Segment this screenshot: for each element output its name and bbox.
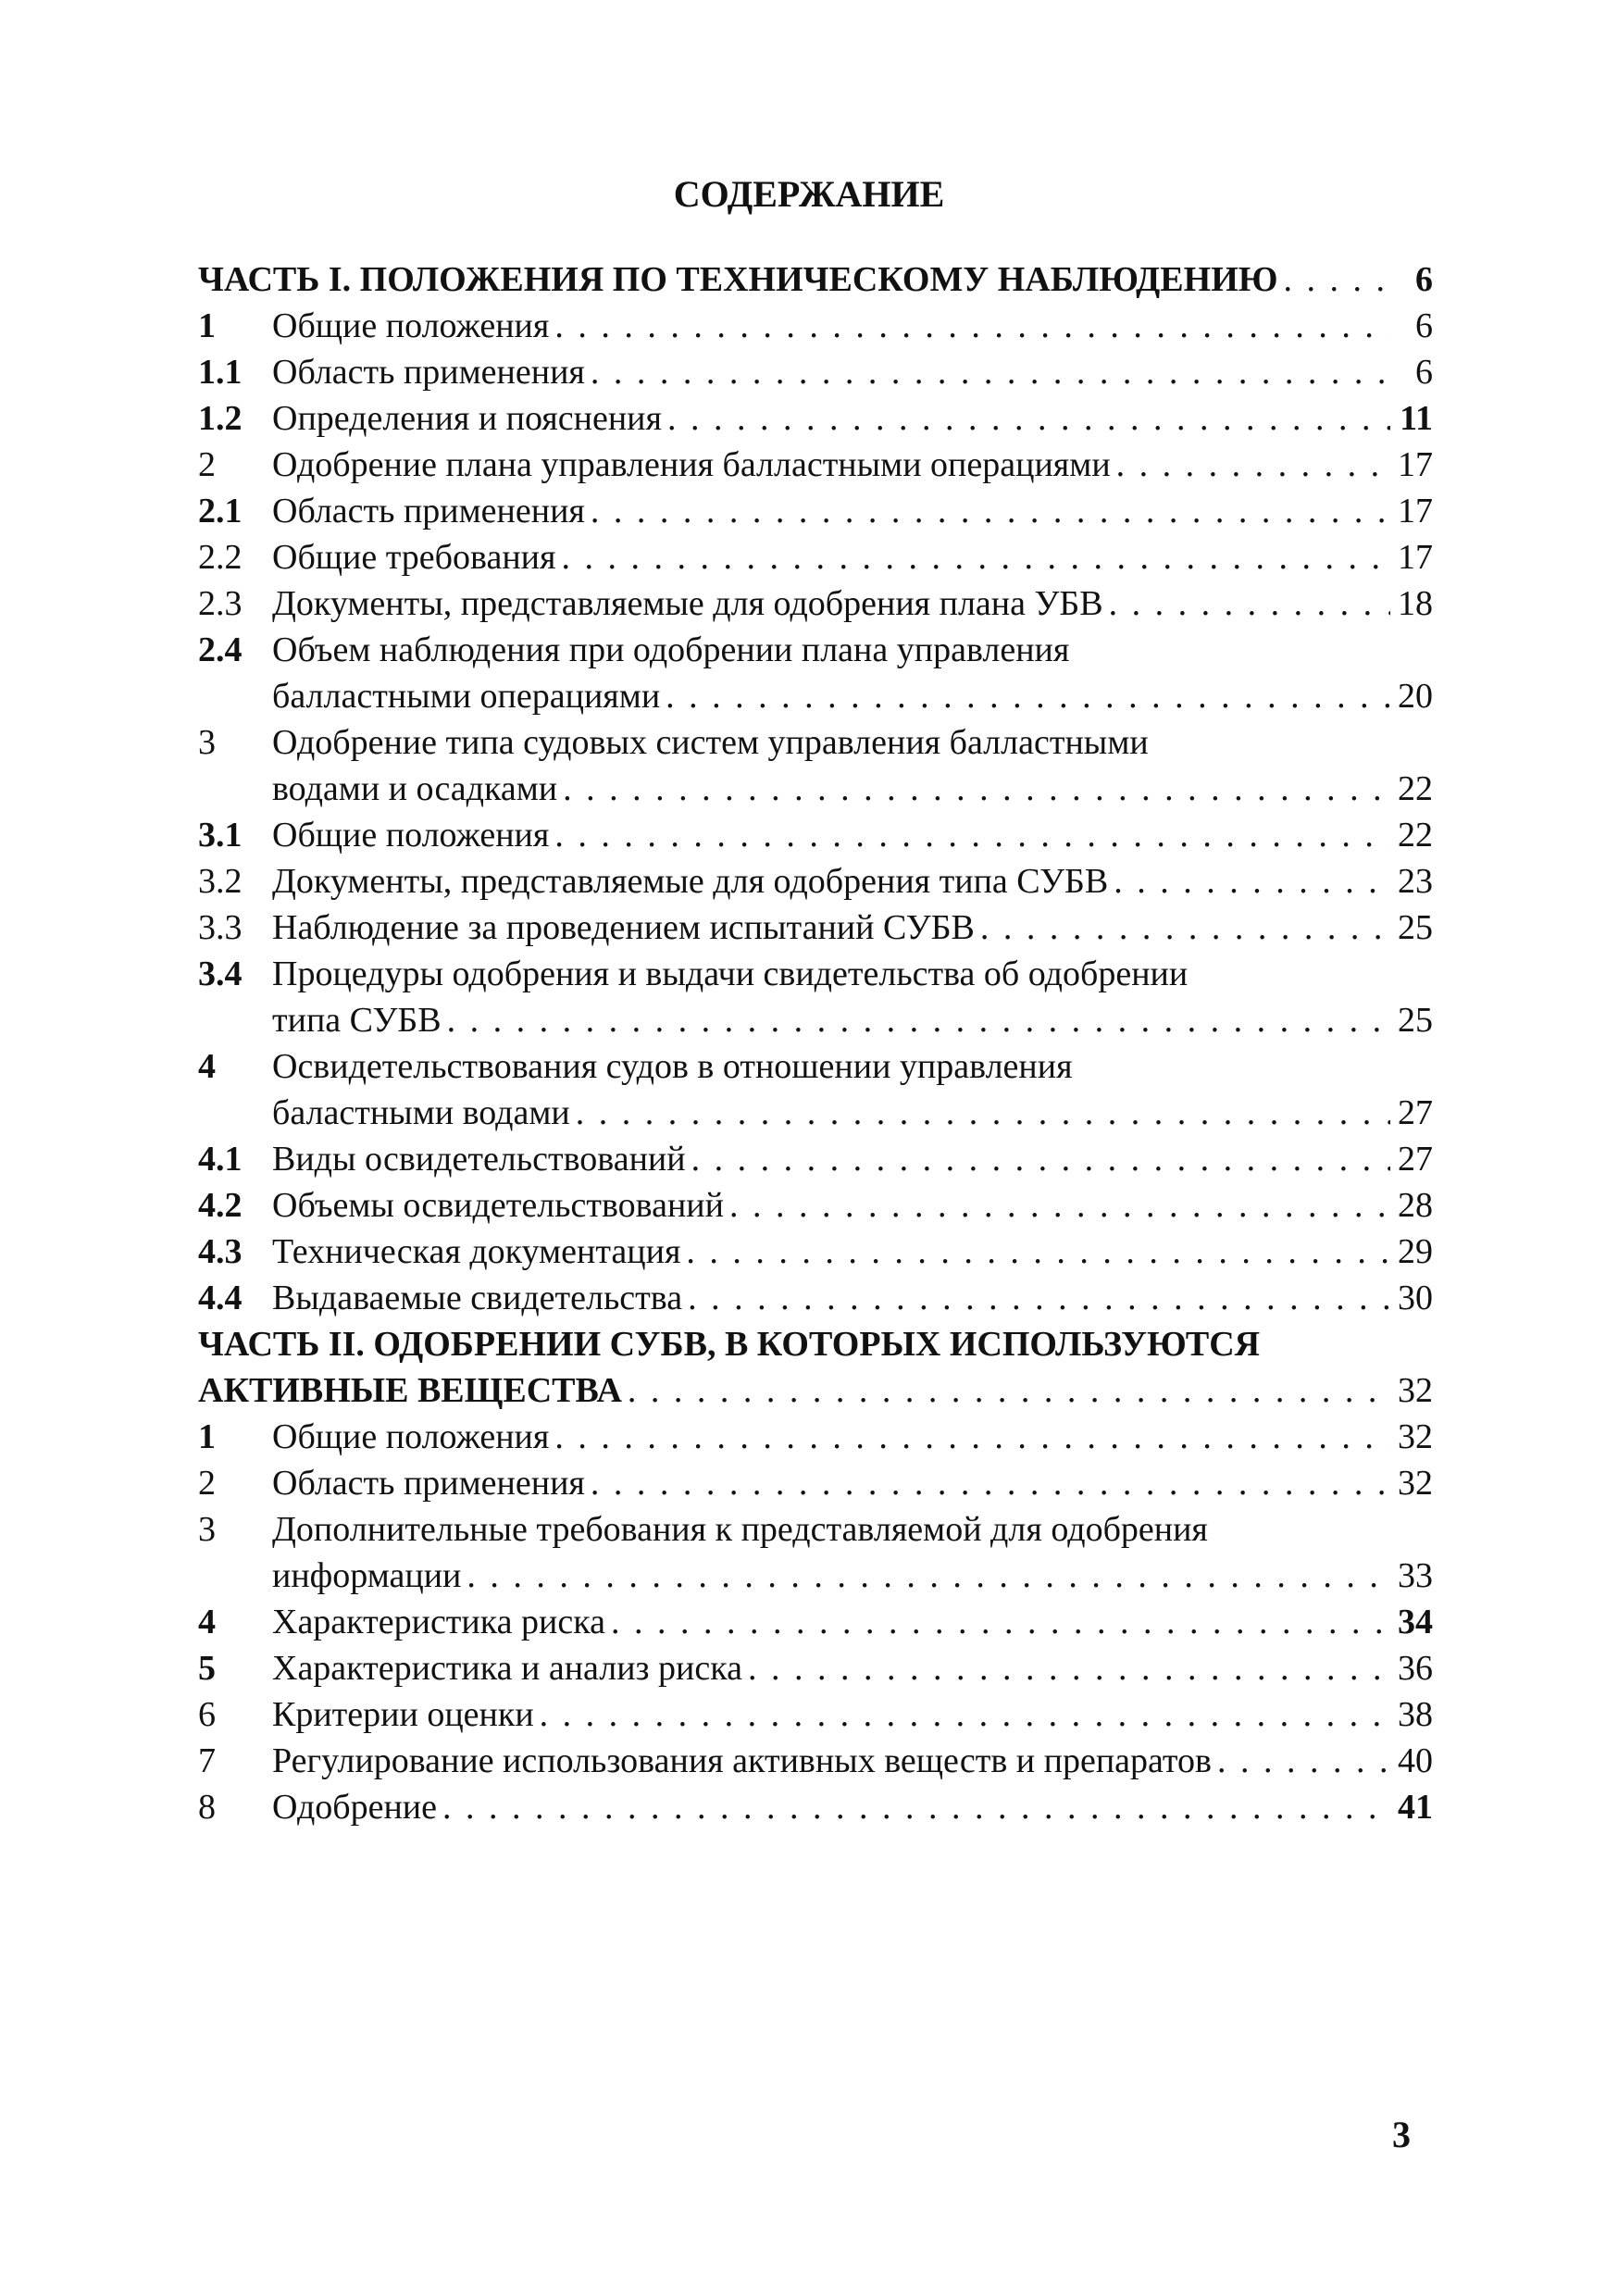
toc-entry-number: 6 [198, 1695, 216, 1734]
leader-dots [1284, 259, 1390, 300]
toc-entry[interactable] [198, 537, 1433, 583]
toc-entry-continuation[interactable] [198, 676, 1433, 722]
leader-dots [980, 907, 1390, 948]
leader-dots [686, 1231, 1390, 1272]
toc-entry-page: 20 [1398, 677, 1433, 716]
toc-entry-title: баластными водами [272, 1093, 570, 1132]
toc-entry-title: водами и осадками [272, 769, 558, 808]
toc-entry-title: Дополнительные требования к представляемой для одобрения [272, 1510, 1208, 1549]
toc-entry[interactable] [198, 444, 1433, 491]
toc-entry-page: 27 [1398, 1140, 1433, 1179]
toc-entry-page: 28 [1398, 1186, 1433, 1225]
toc-entry-title: Одобрение плана управления балластными операциями [272, 445, 1111, 484]
leader-dots [1114, 861, 1390, 902]
leader-dots [667, 398, 1390, 439]
toc-entry[interactable] [198, 398, 1433, 444]
toc-entry-number: 5 [198, 1649, 216, 1688]
toc-entry-title: Характеристика и анализ риска [272, 1649, 743, 1688]
toc-entry-number: 3 [198, 723, 216, 762]
toc-entry-title: Определения и пояснения [272, 399, 662, 438]
toc-entry-page: 38 [1398, 1695, 1433, 1734]
toc-entry-page: 34 [1398, 1603, 1433, 1641]
toc-entry-page: 17 [1398, 445, 1433, 484]
toc-entry-page: 32 [1398, 1464, 1433, 1503]
leader-dots [591, 1463, 1390, 1504]
toc-entry-title: Объемы освидетельствований [272, 1186, 724, 1225]
toc-entry-page: 11 [1400, 399, 1433, 438]
toc-entry-page: 17 [1398, 492, 1433, 530]
toc-entry-number: 8 [198, 1788, 216, 1827]
toc-entry-continuation[interactable] [198, 768, 1433, 815]
toc-entry-page: 32 [1398, 1371, 1433, 1410]
leader-dots [554, 1416, 1390, 1457]
toc-entry-number: 3.2 [198, 862, 243, 901]
toc-entry[interactable] [198, 907, 1433, 954]
toc-entry[interactable] [198, 1741, 1433, 1787]
toc-entry-number: 4.3 [198, 1232, 243, 1271]
toc-entry[interactable] [198, 954, 1433, 1000]
leader-dots [1116, 444, 1390, 485]
leader-dots [1109, 583, 1390, 624]
toc-entry[interactable] [198, 1787, 1433, 1833]
leader-dots [540, 1694, 1390, 1735]
toc-entry-title: ЧАСТЬ I. ПОЛОЖЕНИЯ ПО ТЕХНИЧЕСКОМУ НАБЛЮДЕНИЮ [198, 260, 1278, 299]
leader-dots [576, 1092, 1390, 1133]
toc-entry-number: 2 [198, 1464, 216, 1503]
toc-entry[interactable] [198, 1185, 1433, 1231]
toc-entry[interactable] [198, 1648, 1433, 1694]
toc-entry-number: 4.1 [198, 1140, 243, 1179]
toc-entry[interactable] [198, 1139, 1433, 1185]
toc-entry[interactable] [198, 722, 1433, 768]
toc-entry-page: 6 [1415, 306, 1433, 345]
leader-dots [554, 815, 1390, 855]
toc-entry[interactable] [198, 1463, 1433, 1509]
toc-entry-title: Область применения [272, 353, 585, 392]
toc-entry-title: Документы, представляемые для одобрения типа СУБВ [272, 862, 1109, 901]
toc-entry-title: балластными операциями [272, 677, 661, 716]
toc-entry-number: 3.1 [198, 816, 243, 855]
toc-entry[interactable] [198, 259, 1433, 306]
toc-entry[interactable] [198, 1416, 1433, 1463]
toc-entry[interactable] [198, 583, 1433, 630]
toc-entry-number: 1 [198, 306, 216, 345]
leader-dots [1217, 1741, 1390, 1781]
toc-entry-page: 17 [1398, 538, 1433, 577]
toc-entry[interactable] [198, 1278, 1433, 1324]
toc-entry-title: Выдаваемые свидетельства [272, 1279, 683, 1317]
toc-entry-page: 30 [1398, 1279, 1433, 1317]
toc-entry-number: 3.3 [198, 908, 243, 947]
toc-entry-title: Характеристика риска [272, 1603, 605, 1641]
toc-entry-page: 22 [1398, 816, 1433, 855]
leader-dots [447, 1000, 1390, 1041]
toc-entry-title: Наблюдение за проведением испытаний СУБВ [272, 908, 975, 947]
toc-entry-continuation[interactable] [198, 1555, 1433, 1602]
toc-entry-number: 4 [198, 1047, 216, 1086]
toc-entry-page: 33 [1398, 1556, 1433, 1595]
toc-entry-page: 23 [1398, 862, 1433, 901]
toc-entry-page: 27 [1398, 1093, 1433, 1132]
toc-entry-continuation[interactable] [198, 1092, 1433, 1139]
toc-entry[interactable] [198, 1509, 1433, 1555]
toc-entry-page: 32 [1398, 1417, 1433, 1456]
toc-entry-number: 7 [198, 1741, 216, 1780]
toc-entry[interactable] [198, 352, 1433, 398]
toc-entry-number: 4.2 [198, 1186, 243, 1225]
toc-entry-number: 1.1 [198, 353, 243, 392]
toc-entry-title: Виды освидетельствований [272, 1140, 686, 1179]
toc-entry-page: 22 [1398, 769, 1433, 808]
toc-entry[interactable] [198, 1231, 1433, 1278]
toc-entry[interactable] [198, 1694, 1433, 1741]
toc-entry-title: АКТИВНЫЕ ВЕЩЕСТВА [198, 1371, 622, 1410]
toc-entry-page: 25 [1398, 908, 1433, 947]
toc-entry-number: 2.2 [198, 538, 243, 577]
leader-dots [561, 537, 1390, 578]
toc-entry[interactable] [198, 1602, 1433, 1648]
toc-entry-title: Документы, представляемые для одобрения плана УБВ [272, 584, 1103, 623]
leader-dots [467, 1555, 1390, 1596]
toc-entry-title: Объем наблюдения при одобрении плана управления [272, 630, 1070, 669]
toc-entry-number: 1.2 [198, 399, 243, 438]
leader-dots [666, 676, 1390, 717]
toc-entry[interactable] [198, 1046, 1433, 1092]
toc-entry[interactable] [198, 630, 1433, 676]
toc-entry-page: 40 [1398, 1741, 1433, 1780]
toc-entry-number: 3.4 [198, 955, 243, 993]
page-title: СОДЕРЖАНИЕ [673, 173, 945, 215]
toc-entry[interactable] [198, 306, 1433, 352]
toc-entry-page: 25 [1398, 1001, 1433, 1040]
leader-dots [554, 306, 1390, 346]
table-of-contents [198, 259, 1433, 1833]
toc-entry-page: 36 [1398, 1649, 1433, 1688]
leader-dots [591, 352, 1390, 393]
leader-dots [563, 768, 1390, 809]
toc-part-heading[interactable] [198, 1370, 1433, 1416]
toc-entry-title: Регулирование использования активных веществ и препаратов [272, 1741, 1212, 1780]
toc-entry-number: 3 [198, 1510, 216, 1549]
toc-entry-title: информации [272, 1556, 462, 1595]
leader-dots [442, 1787, 1390, 1828]
toc-entry-number: 2.4 [198, 630, 243, 669]
toc-entry-page: 41 [1398, 1788, 1433, 1827]
toc-part-heading[interactable] [198, 1324, 1433, 1370]
toc-entry-title: Область применения [272, 1464, 585, 1503]
leader-dots [729, 1185, 1390, 1226]
toc-entry-page: 6 [1415, 353, 1433, 392]
toc-entry-title: Одобрение типа судовых систем управления балластными [272, 723, 1149, 762]
toc-entry-title: Одобрение [272, 1788, 438, 1827]
toc-entry-title: Общие положения [272, 816, 550, 855]
toc-entry-number: 4 [198, 1603, 216, 1641]
toc-entry-title: Критерии оценки [272, 1695, 534, 1734]
leader-dots [691, 1139, 1390, 1179]
toc-entry-number: 4.4 [198, 1279, 243, 1317]
toc-entry-number: 2.1 [198, 492, 243, 530]
toc-entry-page: 6 [1415, 260, 1433, 299]
toc-entry-title: ЧАСТЬ II. ОДОБРЕНИИ СУБВ, В КОТОРЫХ ИСПОЛЬЗУЮТСЯ [198, 1325, 1261, 1364]
leader-dots [748, 1648, 1390, 1689]
toc-entry-title: Общие положения [272, 1417, 550, 1456]
leader-dots [591, 491, 1390, 531]
leader-dots [628, 1370, 1390, 1411]
toc-entry[interactable] [198, 491, 1433, 537]
toc-entry-title: Общие положения [272, 306, 550, 345]
toc-entry-title: Освидетельствования судов в отношении управления [272, 1047, 1073, 1086]
toc-entry-page: 18 [1398, 584, 1433, 623]
toc-entry-title: Область применения [272, 492, 585, 530]
toc-entry-number: 1 [198, 1417, 216, 1456]
toc-entry-title: типа СУБВ [272, 1001, 442, 1040]
page-number: 3 [1392, 2114, 1411, 2155]
toc-entry-title: Общие требования [272, 538, 556, 577]
leader-dots [611, 1602, 1390, 1642]
toc-entry[interactable] [198, 815, 1433, 861]
toc-entry-number: 2.3 [198, 584, 243, 623]
toc-entry-number: 2 [198, 445, 216, 484]
toc-entry-page: 29 [1398, 1232, 1433, 1271]
toc-entry[interactable] [198, 861, 1433, 907]
toc-entry-title: Техническая документация [272, 1232, 681, 1271]
leader-dots [688, 1278, 1390, 1318]
toc-entry-continuation[interactable] [198, 1000, 1433, 1046]
toc-entry-title: Процедуры одобрения и выдачи свидетельства об одобрении [272, 955, 1189, 993]
